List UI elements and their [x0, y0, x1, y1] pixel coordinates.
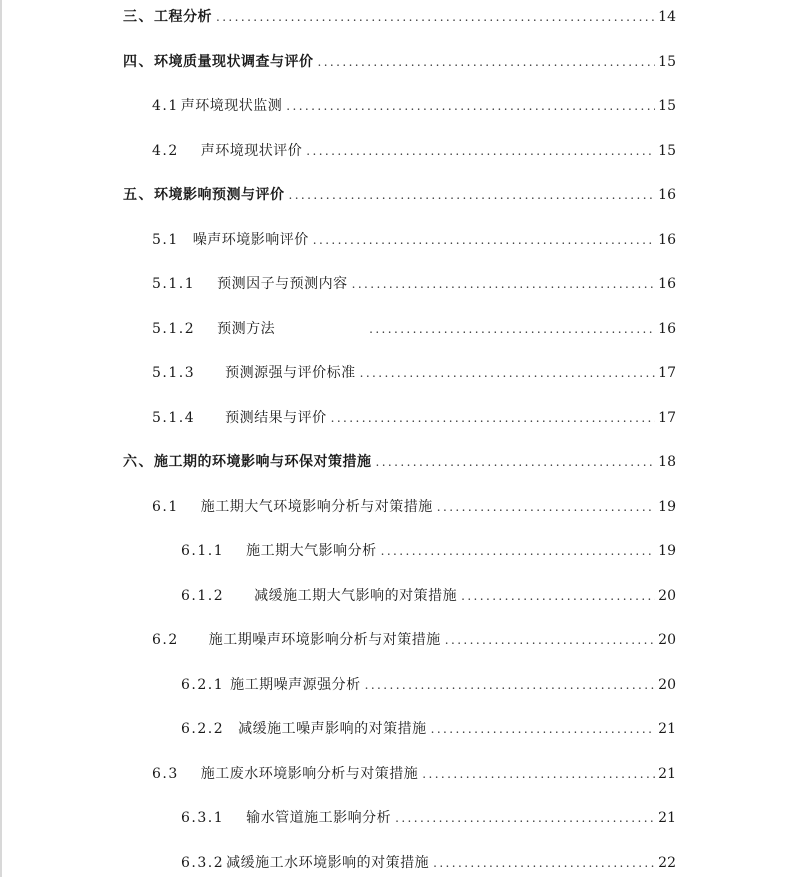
toc-dot-leader	[461, 584, 655, 608]
toc-dot-leader	[433, 851, 655, 875]
toc-entry-number: 5.1.1	[152, 276, 196, 292]
toc-entry-number: 6.2	[152, 632, 179, 648]
toc-entry-3[interactable]	[123, 5, 676, 29]
toc-entry-6-1-1[interactable]	[181, 539, 676, 563]
toc-page-number: 15	[658, 54, 676, 70]
toc-entry-4[interactable]	[123, 50, 676, 74]
toc-entry-title: 环境质量现状调查与评价	[154, 54, 314, 70]
toc-entry-5-1-2[interactable]	[152, 317, 676, 341]
toc-entry-title: 声环境现状评价	[200, 143, 303, 159]
toc-page-number: 20	[658, 588, 676, 604]
toc-dot-leader	[289, 183, 656, 207]
toc-entry-number: 4.2	[152, 143, 179, 159]
toc-entry-title: 施工期噪声源强分析	[230, 677, 361, 693]
toc-page-number: 21	[658, 810, 676, 826]
toc-entry-6-3-1[interactable]	[181, 806, 676, 830]
toc-entry-number: 6.1.1	[181, 543, 225, 559]
toc-dot-leader	[395, 806, 655, 830]
toc-dot-leader	[376, 450, 656, 474]
toc-entry-title: 减缓施工期大气影响的对策措施	[254, 588, 458, 604]
toc-dot-leader	[445, 628, 655, 652]
toc-page-number: 16	[658, 321, 676, 337]
toc-page-number: 19	[658, 499, 676, 515]
toc-entry-number: 6.2.1	[181, 677, 225, 693]
toc-entry-4-2[interactable]	[152, 139, 676, 163]
toc-entry-title: 施工期大气影响分析	[246, 543, 377, 559]
toc-dot-leader	[360, 361, 656, 385]
toc-dot-leader	[369, 317, 655, 341]
toc-dot-leader	[381, 539, 656, 563]
toc-entry-6-2[interactable]	[152, 628, 676, 652]
toc-page-number: 17	[658, 365, 676, 381]
toc-entry-number: 6.2.2	[181, 721, 225, 737]
toc-dot-leader	[365, 673, 656, 697]
toc-dot-leader	[422, 762, 655, 786]
toc-entry-5[interactable]	[123, 183, 676, 207]
toc-entry-number: 5.1.2	[152, 321, 196, 337]
toc-dot-leader	[313, 228, 655, 252]
toc-entry-title: 减缓施工水环境影响的对策措施	[226, 855, 430, 871]
toc-entry-number: 6.3.2	[181, 855, 225, 871]
toc-dot-leader	[352, 272, 656, 296]
toc-entry-title: 噪声环境影响评价	[192, 232, 309, 248]
toc-page-number: 19	[658, 543, 676, 559]
toc-page-number: 16	[658, 276, 676, 292]
toc-entry-6-3-2[interactable]	[181, 851, 676, 875]
toc-entry-title: 预测因子与预测内容	[217, 276, 348, 292]
toc-entry-number: 六、	[123, 454, 154, 470]
toc-page-number: 15	[658, 143, 676, 159]
toc-dot-leader	[216, 5, 655, 29]
toc-dot-leader	[306, 139, 655, 163]
toc-entry-number: 五、	[123, 187, 154, 203]
toc-entry-5-1-4[interactable]	[152, 406, 676, 430]
toc-entry-number: 5.1.3	[152, 365, 196, 381]
toc-entry-6-3[interactable]	[152, 762, 676, 786]
toc-entry-4-1[interactable]	[152, 94, 676, 118]
toc-page-number: 22	[658, 855, 676, 871]
toc-entry-number: 四、	[123, 54, 154, 70]
toc-entry-title: 施工期噪声环境影响分析与对策措施	[208, 632, 441, 648]
toc-entry-title: 声环境现状监测	[180, 98, 283, 114]
toc-entry-5-1-3[interactable]	[152, 361, 676, 385]
toc-page-number: 20	[658, 632, 676, 648]
toc-page-number: 21	[658, 766, 676, 782]
toc-entry-title: 施工期的环境影响与环保对策措施	[154, 454, 372, 470]
toc-entry-5-1[interactable]	[152, 228, 676, 252]
toc-entry-title: 施工期大气环境影响分析与对策措施	[200, 499, 433, 515]
toc-dot-leader	[437, 495, 655, 519]
toc-entry-number: 6.3	[152, 766, 179, 782]
toc-dot-leader	[331, 406, 656, 430]
toc-entry-number: 5.1	[152, 232, 179, 248]
toc-page-number: 20	[658, 677, 676, 693]
toc-entry-6[interactable]	[123, 450, 676, 474]
toc-entry-number: 6.3.1	[181, 810, 225, 826]
toc-entry-6-2-2[interactable]	[181, 717, 676, 741]
toc-entry-6-1[interactable]	[152, 495, 676, 519]
toc-dot-leader	[431, 717, 656, 741]
toc-page-number: 16	[658, 187, 676, 203]
toc-entry-number: 三、	[123, 9, 154, 25]
toc-entry-title: 环境影响预测与评价	[154, 187, 285, 203]
toc-entry-number: 4.1	[152, 98, 179, 114]
toc-entry-title: 施工废水环境影响分析与对策措施	[200, 766, 419, 782]
toc-entry-title: 预测结果与评价	[225, 410, 327, 426]
toc-page-number: 17	[658, 410, 676, 426]
toc-page-number: 14	[658, 9, 676, 25]
toc-entry-title: 输水管道施工影响分析	[246, 810, 392, 826]
toc-page-number: 18	[658, 454, 676, 470]
toc-entry-number: 6.1.2	[181, 588, 225, 604]
toc-entry-5-1-1[interactable]	[152, 272, 676, 296]
toc-entry-title: 预测方法	[217, 321, 276, 337]
toc-page-number: 15	[658, 98, 676, 114]
toc-entry-title: 预测源强与评价标准	[225, 365, 356, 381]
toc-dot-leader	[318, 50, 656, 74]
toc-dot-leader	[286, 94, 655, 118]
toc-page-number: 21	[658, 721, 676, 737]
toc-entry-6-1-2[interactable]	[181, 584, 676, 608]
toc-entry-title: 工程分析	[154, 9, 212, 25]
toc-entry-title: 减缓施工噪声影响的对策措施	[238, 721, 427, 737]
toc-entry-number: 6.1	[152, 499, 179, 515]
toc-entry-6-2-1[interactable]	[181, 673, 676, 697]
toc-entry-number: 5.1.4	[152, 410, 196, 426]
toc-page-number: 16	[658, 232, 676, 248]
